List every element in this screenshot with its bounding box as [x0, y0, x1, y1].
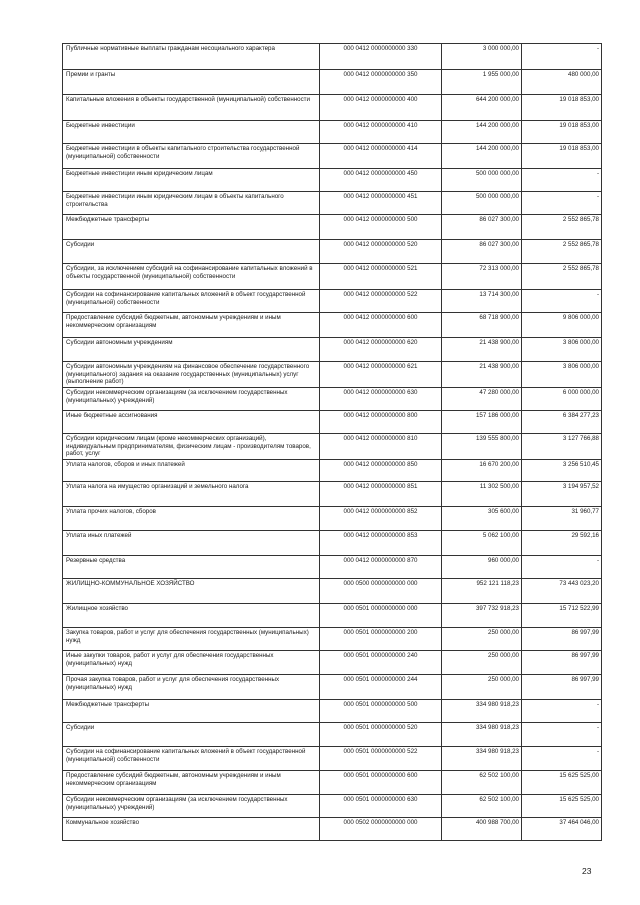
row-plan-amount-cell: 1 955 000,00 — [442, 70, 522, 95]
row-fact-amount-cell: 2 552 865,78 — [522, 240, 602, 264]
row-name-cell: Субсидии — [63, 240, 320, 264]
row-name-cell: Уплата налога на имущество организаций и земельного налога — [63, 482, 320, 507]
row-code-cell: 000 0412 0000000000 850 — [320, 460, 442, 482]
table-row — [63, 215, 602, 240]
row-code-cell: 000 0412 0000000000 521 — [320, 264, 442, 290]
table-row — [63, 818, 602, 841]
table-row — [63, 70, 602, 95]
row-code-cell: 000 0501 0000000000 240 — [320, 651, 442, 675]
row-fact-amount-cell: 86 997,99 — [522, 628, 602, 651]
table-row — [63, 556, 602, 579]
row-plan-amount-cell: 13 714 300,00 — [442, 290, 522, 313]
row-fact-amount-cell: 19 018 853,00 — [522, 95, 602, 121]
row-code-cell: 000 0501 0000000000 600 — [320, 771, 442, 795]
row-name-cell: Субсидии, за исключением субсидий на софинансирование капитальных вложений в объекты государственной (муниципальной) собственности — [63, 264, 320, 290]
row-plan-amount-cell: 62 502 100,00 — [442, 795, 522, 818]
table-row — [63, 651, 602, 675]
row-fact-amount-cell: 3 256 510,45 — [522, 460, 602, 482]
row-plan-amount-cell: 47 280 000,00 — [442, 388, 522, 411]
row-code-cell: 000 0412 0000000000 400 — [320, 95, 442, 121]
row-code-cell: 000 0412 0000000000 500 — [320, 215, 442, 240]
row-code-cell: 000 0501 0000000000 200 — [320, 628, 442, 651]
row-code-cell: 000 0412 0000000000 520 — [320, 240, 442, 264]
row-name-cell: Субсидии некоммерческим организациям (за исключением государственных (муниципальных) учреждений) — [63, 388, 320, 411]
row-fact-amount-cell: 6 000 000,00 — [522, 388, 602, 411]
table-row — [63, 144, 602, 169]
row-fact-amount-cell: 73 443 023,20 — [522, 579, 602, 604]
row-fact-amount-cell: 9 806 000,00 — [522, 313, 602, 338]
row-plan-amount-cell: 21 438 900,00 — [442, 338, 522, 362]
table-row — [63, 771, 602, 795]
row-fact-amount-cell: 2 552 865,78 — [522, 215, 602, 240]
row-name-cell: Субсидии на софинансирование капитальных вложений в объект государственной (муниципальной) собственности — [63, 747, 320, 771]
row-plan-amount-cell: 397 732 918,23 — [442, 604, 522, 628]
row-name-cell: Межбюджетные трансферты — [63, 700, 320, 723]
row-code-cell: 000 0412 0000000000 451 — [320, 192, 442, 215]
row-fact-amount-cell: 86 997,99 — [522, 675, 602, 700]
row-name-cell: Субсидии — [63, 723, 320, 747]
row-plan-amount-cell: 144 200 000,00 — [442, 121, 522, 144]
row-fact-amount-cell: 15 712 522,99 — [522, 604, 602, 628]
row-code-cell: 000 0412 0000000000 410 — [320, 121, 442, 144]
row-fact-amount-cell: 19 018 853,00 — [522, 144, 602, 169]
table-row — [63, 579, 602, 604]
row-code-cell: 000 0501 0000000000 522 — [320, 747, 442, 771]
row-code-cell: 000 0412 0000000000 810 — [320, 434, 442, 460]
row-name-cell: ЖИЛИЩНО-КОММУНАЛЬНОЕ ХОЗЯЙСТВО — [63, 579, 320, 604]
table-row — [63, 95, 602, 121]
row-name-cell: Бюджетные инвестиции в объекты капитального строительства государственной (муниципальной) собственности — [63, 144, 320, 169]
row-fact-amount-cell: - — [522, 169, 602, 192]
row-code-cell: 000 0501 0000000000 520 — [320, 723, 442, 747]
row-fact-amount-cell: - — [522, 556, 602, 579]
row-name-cell: Закупка товаров, работ и услуг для обеспечения государственных (муниципальных) нужд — [63, 628, 320, 651]
row-code-cell: 000 0501 0000000000 630 — [320, 795, 442, 818]
row-plan-amount-cell: 250 000,00 — [442, 651, 522, 675]
table-row — [63, 604, 602, 628]
table-row — [63, 338, 602, 362]
row-fact-amount-cell: - — [522, 723, 602, 747]
table-row — [63, 290, 602, 313]
row-plan-amount-cell: 334 980 918,23 — [442, 700, 522, 723]
table-row — [63, 240, 602, 264]
table-row — [63, 482, 602, 507]
row-fact-amount-cell: - — [522, 192, 602, 215]
row-code-cell: 000 0412 0000000000 522 — [320, 290, 442, 313]
row-fact-amount-cell: - — [522, 747, 602, 771]
row-name-cell: Бюджетные инвестиции иным юридическим лицам в объекты капитального строительства — [63, 192, 320, 215]
row-name-cell: Субсидии автономным учреждениям — [63, 338, 320, 362]
row-name-cell: Межбюджетные трансферты — [63, 215, 320, 240]
row-plan-amount-cell: 250 000,00 — [442, 675, 522, 700]
row-code-cell: 000 0412 0000000000 870 — [320, 556, 442, 579]
row-name-cell: Уплата иных платежей — [63, 531, 320, 556]
row-code-cell: 000 0501 0000000000 244 — [320, 675, 442, 700]
table-row — [63, 747, 602, 771]
row-name-cell: Субсидии на софинансирование капитальных вложений в объект государственной (муниципальной) собственности — [63, 290, 320, 313]
row-fact-amount-cell: 3 806 000,00 — [522, 362, 602, 388]
table-row — [63, 723, 602, 747]
row-code-cell: 000 0502 0000000000 000 — [320, 818, 442, 841]
table-row — [63, 264, 602, 290]
row-code-cell: 000 0412 0000000000 414 — [320, 144, 442, 169]
row-code-cell: 000 0500 0000000000 000 — [320, 579, 442, 604]
row-code-cell: 000 0412 0000000000 851 — [320, 482, 442, 507]
row-name-cell: Капитальные вложения в объекты государственной (муниципальной) собственности — [63, 95, 320, 121]
row-name-cell: Субсидии юридическим лицам (кроме некоммерческих организаций), индивидуальным предпринимателям, физическим лицам - производителям товаров, работ, услуг — [63, 434, 320, 460]
table-row — [63, 121, 602, 144]
row-name-cell: Иные закупки товаров, работ и услуг для обеспечения государственных (муниципальных) нужд — [63, 651, 320, 675]
row-fact-amount-cell: 31 960,77 — [522, 507, 602, 531]
row-plan-amount-cell: 62 502 100,00 — [442, 771, 522, 795]
table-row — [63, 460, 602, 482]
row-plan-amount-cell: 644 200 000,00 — [442, 95, 522, 121]
row-plan-amount-cell: 952 121 118,23 — [442, 579, 522, 604]
row-fact-amount-cell: 3 194 957,52 — [522, 482, 602, 507]
row-code-cell: 000 0412 0000000000 621 — [320, 362, 442, 388]
table-row — [63, 313, 602, 338]
row-fact-amount-cell: - — [522, 700, 602, 723]
row-name-cell: Бюджетные инвестиции — [63, 121, 320, 144]
row-plan-amount-cell: 250 000,00 — [442, 628, 522, 651]
row-plan-amount-cell: 11 302 500,00 — [442, 482, 522, 507]
row-name-cell: Прочая закупка товаров, работ и услуг для обеспечения государственных (муниципальных) нужд — [63, 675, 320, 700]
row-code-cell: 000 0412 0000000000 350 — [320, 70, 442, 95]
row-name-cell: Предоставление субсидий бюджетным, автономным учреждениям и иным некоммерческим организациям — [63, 313, 320, 338]
table-row — [63, 531, 602, 556]
row-name-cell: Субсидии некоммерческим организациям (за исключением государственных (муниципальных) учреждений) — [63, 795, 320, 818]
row-plan-amount-cell: 500 000 000,00 — [442, 169, 522, 192]
row-plan-amount-cell: 139 555 800,00 — [442, 434, 522, 460]
row-fact-amount-cell: 3 806 000,00 — [522, 338, 602, 362]
row-plan-amount-cell: 500 000 000,00 — [442, 192, 522, 215]
row-name-cell: Премии и гранты — [63, 70, 320, 95]
row-plan-amount-cell: 21 438 900,00 — [442, 362, 522, 388]
table-row — [63, 795, 602, 818]
table-row — [63, 411, 602, 434]
row-fact-amount-cell: 480 000,00 — [522, 70, 602, 95]
row-name-cell: Уплата налогов, сборов и иных платежей — [63, 460, 320, 482]
row-plan-amount-cell: 144 200 000,00 — [442, 144, 522, 169]
row-plan-amount-cell: 400 988 700,00 — [442, 818, 522, 841]
row-plan-amount-cell: 72 313 000,00 — [442, 264, 522, 290]
table-row — [63, 362, 602, 388]
table-row — [63, 628, 602, 651]
row-plan-amount-cell: 157 186 000,00 — [442, 411, 522, 434]
row-code-cell: 000 0412 0000000000 852 — [320, 507, 442, 531]
row-code-cell: 000 0412 0000000000 800 — [320, 411, 442, 434]
row-fact-amount-cell: 37 464 046,00 — [522, 818, 602, 841]
row-name-cell: Публичные нормативные выплаты гражданам несоциального характера — [63, 44, 320, 70]
table-body — [63, 44, 602, 841]
row-fact-amount-cell: 19 018 853,00 — [522, 121, 602, 144]
row-plan-amount-cell: 305 600,00 — [442, 507, 522, 531]
row-plan-amount-cell: 16 670 200,00 — [442, 460, 522, 482]
row-code-cell: 000 0412 0000000000 450 — [320, 169, 442, 192]
table-row — [63, 700, 602, 723]
row-fact-amount-cell: 29 592,16 — [522, 531, 602, 556]
row-name-cell: Жилищное хозяйство — [63, 604, 320, 628]
table-row — [63, 192, 602, 215]
row-plan-amount-cell: 86 027 300,00 — [442, 215, 522, 240]
row-code-cell: 000 0501 0000000000 000 — [320, 604, 442, 628]
row-plan-amount-cell: 5 062 100,00 — [442, 531, 522, 556]
row-code-cell: 000 0412 0000000000 853 — [320, 531, 442, 556]
page-number: 23 — [582, 866, 592, 876]
row-fact-amount-cell: 86 997,99 — [522, 651, 602, 675]
table-row — [63, 675, 602, 700]
row-name-cell: Коммунальное хозяйство — [63, 818, 320, 841]
row-plan-amount-cell: 334 980 918,23 — [442, 747, 522, 771]
row-code-cell: 000 0412 0000000000 630 — [320, 388, 442, 411]
row-plan-amount-cell: 3 000 000,00 — [442, 44, 522, 70]
row-fact-amount-cell: - — [522, 290, 602, 313]
row-fact-amount-cell: 3 127 766,88 — [522, 434, 602, 460]
table-row — [63, 507, 602, 531]
row-name-cell: Предоставление субсидий бюджетным, автономным учреждениям и иным некоммерческим организациям — [63, 771, 320, 795]
budget-execution-table — [62, 43, 602, 841]
row-plan-amount-cell: 68 718 900,00 — [442, 313, 522, 338]
row-plan-amount-cell: 960 000,00 — [442, 556, 522, 579]
row-code-cell: 000 0412 0000000000 330 — [320, 44, 442, 70]
row-name-cell: Уплата прочих налогов, сборов — [63, 507, 320, 531]
row-code-cell: 000 0501 0000000000 500 — [320, 700, 442, 723]
row-fact-amount-cell: - — [522, 44, 602, 70]
table-row — [63, 388, 602, 411]
row-name-cell: Бюджетные инвестиции иным юридическим лицам — [63, 169, 320, 192]
row-name-cell: Субсидии автономным учреждениям на финансовое обеспечение государственного (муниципального) задания на оказание государственных (муниципальных) услуг (выполнение работ) — [63, 362, 320, 388]
row-code-cell: 000 0412 0000000000 600 — [320, 313, 442, 338]
row-fact-amount-cell: 2 552 865,78 — [522, 264, 602, 290]
table-row — [63, 44, 602, 70]
row-name-cell: Резервные средства — [63, 556, 320, 579]
row-code-cell: 000 0412 0000000000 620 — [320, 338, 442, 362]
row-name-cell: Иные бюджетные ассигнования — [63, 411, 320, 434]
row-plan-amount-cell: 86 027 300,00 — [442, 240, 522, 264]
row-fact-amount-cell: 15 625 525,00 — [522, 771, 602, 795]
row-plan-amount-cell: 334 980 918,23 — [442, 723, 522, 747]
table-row — [63, 169, 602, 192]
row-fact-amount-cell: 6 384 277,23 — [522, 411, 602, 434]
row-fact-amount-cell: 15 625 525,00 — [522, 795, 602, 818]
table-row — [63, 434, 602, 460]
